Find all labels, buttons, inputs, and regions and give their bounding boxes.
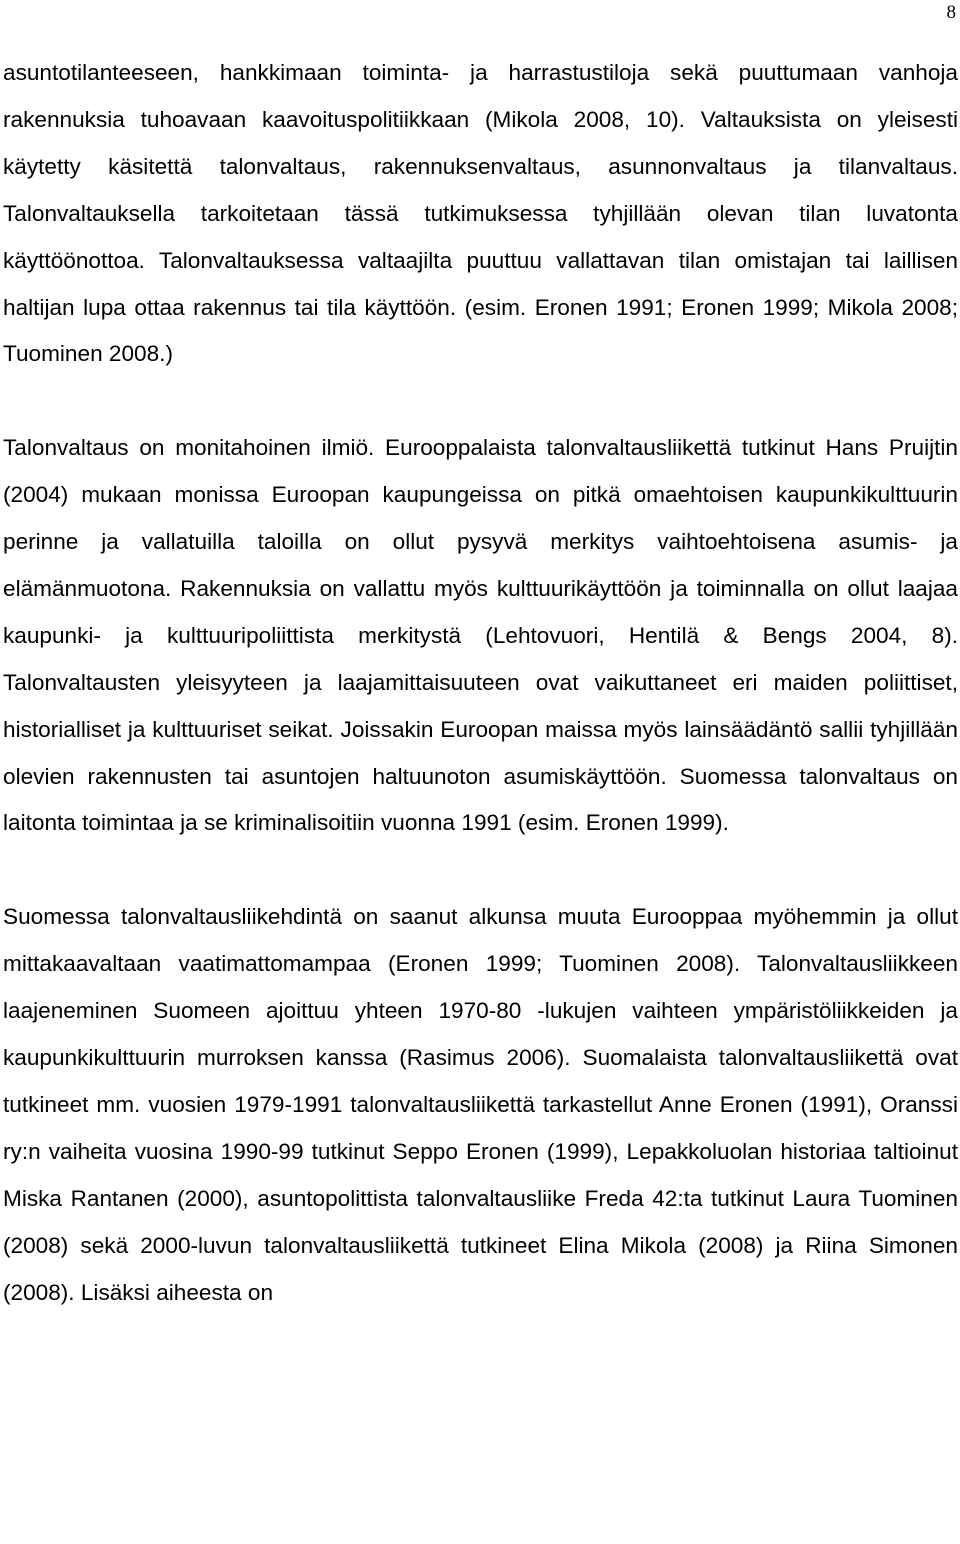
document-body (3, 50, 958, 1316)
paragraph-finnish-squatting-research: Suomessa talonvaltausliikehdintä on saanut alkunsa muuta Eurooppaa myöhemmin ja ollut mittakaavaltaan vaatimattomampaa (Eronen 1999; Tuominen 2008). Talonvaltausliikkeen laajeneminen Suomeen ajoittuu yhteen 1970-80 -lukujen vaihteen ympäristöliikkeiden ja kaupunkikulttuurin murroksen kanssa (Rasimus 2006). Suomalaista talonvaltausliikettä ovat tutkineet mm. vuosien 1979-1991 talonvaltausliikettä tarkastellut Anne Eronen (1991), Oranssi ry:n vaiheita vuosina 1990-99 tutkinut Seppo Eronen (1999), Lepakkoluolan historiaa taltioinut Miska Rantanen (2000), asuntopolittista talonvaltausliike Freda 42:ta tutkinut Laura Tuominen (2008) sekä 2000-luvun talonvaltausliikettä tutkineet Elina Mikola (2008) ja Riina Simonen (2008). Lisäksi aiheesta on (3, 904, 958, 1305)
page-number: 8 (946, 2, 956, 23)
paragraph-squatting-definitions: asuntotilanteeseen, hankkimaan toiminta- ja harrastustiloja sekä puuttumaan vanhoja rakennuksia tuhoavaan kaavoituspolitiikkaan (Mikola 2008, 10). Valtauksista on yleisesti käytetty käsitettä talonvaltaus, rakennuksenvaltaus, asunnonvaltaus ja tilanvaltaus. Talonvaltauksella tarkoitetaan tässä tutkimuksessa tyhjillään olevan tilan luvatonta käyttöönottoa. Talonvaltauksessa valtaajilta puuttuu vallattavan tilan omistajan tai laillisen haltijan lupa ottaa rakennus tai tila käyttöön. (esim. Eronen 1991; Eronen 1999; Mikola 2008; Tuominen 2008.) (3, 60, 958, 367)
paragraph-european-squatting: Talonvaltaus on monitahoinen ilmiö. Eurooppalaista talonvaltausliikettä tutkinut Hans Pruijtin (2004) mukaan monissa Euroopan kaupungeissa on pitkä omaehtoisen kaupunkikulttuurin perinne ja vallatuilla taloilla on ollut pysyvä merkitys vaihtoehtoisena asumis- ja elämänmuotona. Rakennuksia on vallattu myös kulttuurikäyttöön ja toiminnalla on ollut laajaa kaupunki- ja kulttuuripoliittista merkitystä (Lehtovuori, Hentilä & Bengs 2004, 8). Talonvaltausten yleisyyteen ja laajamittaisuuteen ovat vaikuttaneet eri maiden poliittiset, historialliset ja kulttuuriset seikat. Joissakin Euroopan maissa myös lainsäädäntö sallii tyhjillään olevien rakennusten tai asuntojen haltuunoton asumiskäyttöön. Suomessa talonvaltaus on laitonta toimintaa ja se kriminalisoitiin vuonna 1991 (esim. Eronen 1999). (3, 435, 958, 836)
